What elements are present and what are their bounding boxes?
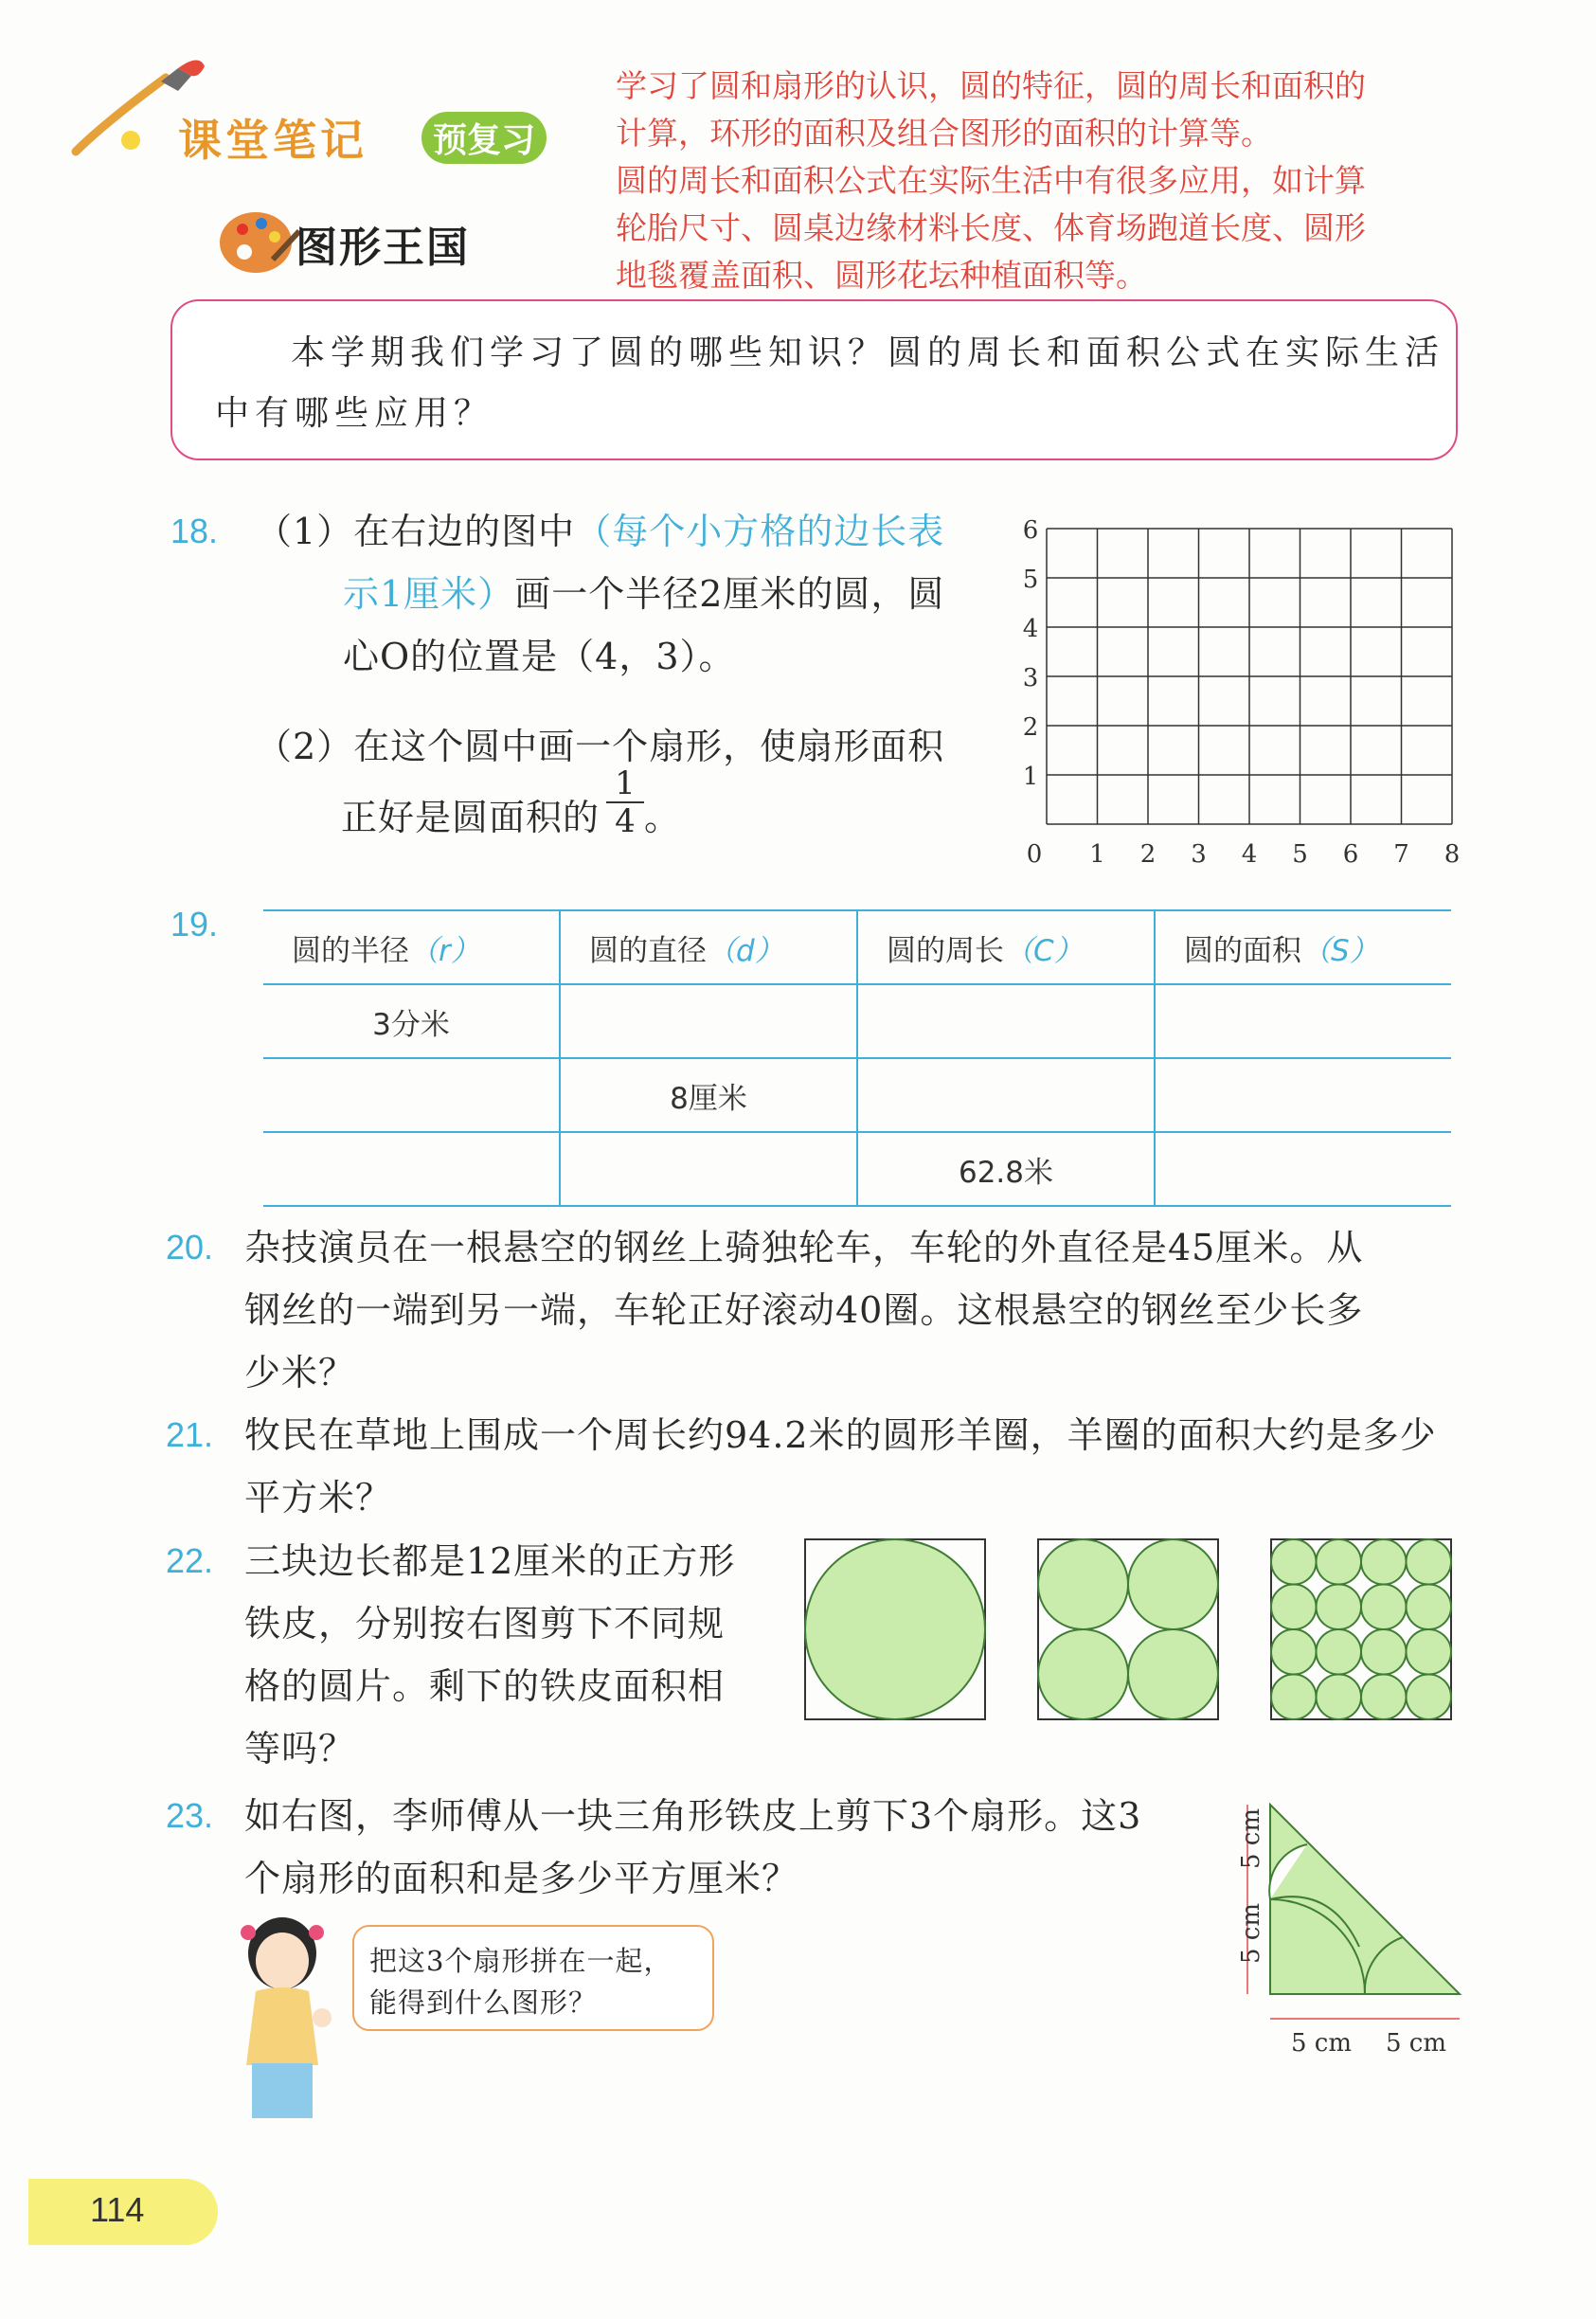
q18-text: 画一个半径2厘米的圆，圆 — [514, 573, 945, 615]
large-circle — [805, 1539, 985, 1719]
fraction-numerator: 1 — [606, 765, 644, 803]
question-number: 21. — [166, 1415, 214, 1454]
triangle-sector-diagram — [1217, 1795, 1492, 2060]
question-number: 18. — [170, 512, 219, 550]
header-label: 圆的面积 — [1184, 933, 1301, 968]
small-circle — [1361, 1585, 1407, 1630]
note-line: 计算，环形的面积及组合图形的面积的计算等。 — [616, 115, 1272, 152]
logo-text: 课堂笔记 — [178, 115, 368, 166]
note-line: 学习了圆和扇形的认识，圆的特征，圆的周长和面积的 — [616, 67, 1366, 104]
q22-line: 三块边长都是12厘米的正方形 — [244, 1540, 736, 1582]
q20-line: 钢丝的一端到另一端，车轮正好滚动40圈。这根悬空的钢丝至少长多 — [244, 1289, 1364, 1331]
question-line: 本学期我们学习了圆的哪些知识？圆的周长和面积公式在实际生活 — [291, 333, 1445, 372]
circle-table — [263, 909, 1451, 1207]
medium-circle — [1038, 1629, 1128, 1719]
question-box — [170, 299, 1458, 460]
table-row — [263, 1132, 1451, 1206]
small-circle — [1271, 1629, 1317, 1675]
small-circle — [1361, 1539, 1407, 1585]
small-circle — [1361, 1629, 1407, 1675]
small-circle — [1317, 1629, 1362, 1675]
q22-line: 铁皮，分别按右图剪下不同规 — [244, 1603, 726, 1645]
y-tick-label: 1 — [1022, 763, 1039, 791]
question-line: 中有哪些应用？ — [215, 394, 494, 433]
q18-hint: 示1厘米） — [343, 573, 515, 615]
header-symbol: （d） — [707, 933, 784, 968]
small-circle — [1407, 1585, 1452, 1630]
dimension-label: 5 cm — [1386, 2029, 1447, 2058]
q23-line: 如右图，李师傅从一块三角形铁皮上剪下3个扇形。这3 — [244, 1795, 1142, 1837]
palette-icon — [216, 203, 301, 279]
header-label: 圆的周长 — [887, 933, 1004, 968]
q21-line: 牧民在草地上围成一个周长约94.2米的圆形羊圈，羊圈的面积大约是多少 — [244, 1414, 1437, 1456]
medium-circle — [1128, 1629, 1218, 1719]
small-circle — [1271, 1585, 1317, 1630]
x-tick-label: 3 — [1191, 840, 1207, 869]
q22-line: 格的圆片。剩下的铁皮面积相 — [244, 1665, 726, 1707]
table-cell[interactable] — [857, 984, 1155, 1058]
table-header — [1155, 910, 1451, 984]
small-circle — [1407, 1629, 1452, 1675]
y-tick-label: 4 — [1022, 615, 1039, 643]
q18-text: 心O的位置是（4，3）。 — [343, 636, 736, 677]
coordinate-grid[interactable] — [1013, 512, 1468, 881]
note-line: 地毯覆盖面积、圆形花坛种植面积等。 — [616, 257, 1147, 294]
small-circle — [1317, 1675, 1362, 1720]
y-tick-label: 3 — [1022, 664, 1039, 692]
small-circle — [1361, 1675, 1407, 1720]
small-circle — [1407, 1539, 1452, 1585]
page-number-tab — [28, 2179, 218, 2245]
table-header — [263, 910, 560, 984]
q18-text: （1）在右边的图中 — [256, 511, 576, 552]
table-row — [263, 1058, 1451, 1132]
header-label: 圆的直径 — [589, 933, 707, 968]
q20-line: 杂技演员在一根悬空的钢丝上骑独轮车，车轮的外直径是45厘米。从 — [244, 1227, 1364, 1268]
x-tick-label: 6 — [1342, 840, 1359, 869]
table-cell[interactable] — [857, 1058, 1155, 1132]
y-tick-label: 6 — [1022, 516, 1039, 545]
dimension-label: 5 cm — [1237, 1902, 1265, 1964]
fraction — [606, 765, 644, 839]
speech-bubble — [352, 1925, 714, 2031]
header-label: 圆的半径 — [292, 933, 409, 968]
medium-circle — [1128, 1539, 1218, 1629]
note-line: 圆的周长和面积公式在实际生活中有很多应用，如计算 — [616, 162, 1366, 199]
q21-text — [244, 1404, 1437, 1529]
circle-cut-diagram — [803, 1535, 1495, 1724]
q20-line: 少米？ — [244, 1352, 356, 1393]
x-tick-label: 1 — [1089, 840, 1105, 869]
q22-line: 等吗？ — [244, 1728, 356, 1770]
header-symbol: （r） — [409, 933, 480, 968]
small-circle — [1271, 1675, 1317, 1720]
q23-text — [244, 1785, 1141, 1910]
q18-part1 — [256, 500, 944, 563]
q22-text — [244, 1530, 735, 1780]
x-tick-label: 4 — [1241, 840, 1258, 869]
fraction-denominator: 4 — [615, 802, 636, 840]
x-tick-label: 5 — [1292, 840, 1308, 869]
note-line: 轮胎尺寸、圆桌边缘材料长度、体育场跑道长度、圆形 — [616, 209, 1366, 246]
q21-line: 平方米？ — [244, 1477, 393, 1519]
small-circle — [1317, 1585, 1362, 1630]
table-header — [857, 910, 1155, 984]
table-cell[interactable] — [1155, 1058, 1451, 1132]
q20-text — [244, 1216, 1363, 1404]
q23-line: 个扇形的面积和是多少平方厘米？ — [244, 1858, 799, 1899]
header-symbol: （C） — [1004, 933, 1084, 968]
x-tick-label: 2 — [1139, 840, 1157, 869]
x-tick-label: 7 — [1393, 840, 1409, 869]
table-row — [263, 984, 1451, 1058]
q18-hint: （每个小方格的边长表 — [575, 511, 945, 552]
table-header — [560, 910, 857, 984]
q18-part2-cont — [341, 786, 600, 849]
small-circle — [1271, 1539, 1317, 1585]
q18-part1-cont — [343, 563, 944, 625]
table-cell[interactable] — [263, 1132, 560, 1206]
question-number: 22. — [166, 1541, 214, 1580]
table-cell[interactable] — [560, 984, 857, 1058]
x-tick-label: 0 — [1026, 840, 1043, 869]
dimension-label: 5 cm — [1237, 1807, 1265, 1869]
x-tick-label: 8 — [1444, 840, 1461, 869]
y-tick-label: 5 — [1022, 566, 1039, 594]
badge-text: 预复习 — [421, 112, 547, 164]
intro-note — [616, 63, 1468, 299]
bubble-line: 把这3个扇形拼在一起， — [369, 1945, 672, 1977]
table-cell[interactable] — [1155, 1132, 1451, 1206]
q18-part2: （2）在这个圆中画一个扇形，使扇形面积 — [256, 726, 945, 767]
table-cell: 8厘米 — [560, 1058, 857, 1132]
question-number: 23. — [166, 1796, 214, 1835]
small-circle — [1317, 1539, 1362, 1585]
table-cell[interactable] — [263, 1058, 560, 1132]
table-cell[interactable] — [1155, 984, 1451, 1058]
small-circle — [1407, 1675, 1452, 1720]
girl-illustration — [227, 1904, 360, 2122]
bubble-line: 能得到什么图形？ — [369, 1986, 598, 2019]
question-number: 19. — [170, 905, 219, 944]
q18-text: 正好是圆面积的 — [341, 797, 601, 838]
table-cell[interactable] — [560, 1132, 857, 1206]
y-tick-label: 2 — [1022, 713, 1039, 742]
medium-circle — [1038, 1539, 1128, 1629]
section-title: 图形王国 — [296, 224, 470, 272]
question-number: 20. — [166, 1228, 214, 1267]
page-number: 114 — [90, 2190, 145, 2229]
dimension-label: 5 cm — [1291, 2029, 1353, 2058]
header-symbol: （S） — [1301, 933, 1379, 968]
table-cell: 3分米 — [263, 984, 560, 1058]
table-cell: 62.8米 — [857, 1132, 1155, 1206]
q18-text: 。 — [644, 797, 682, 838]
